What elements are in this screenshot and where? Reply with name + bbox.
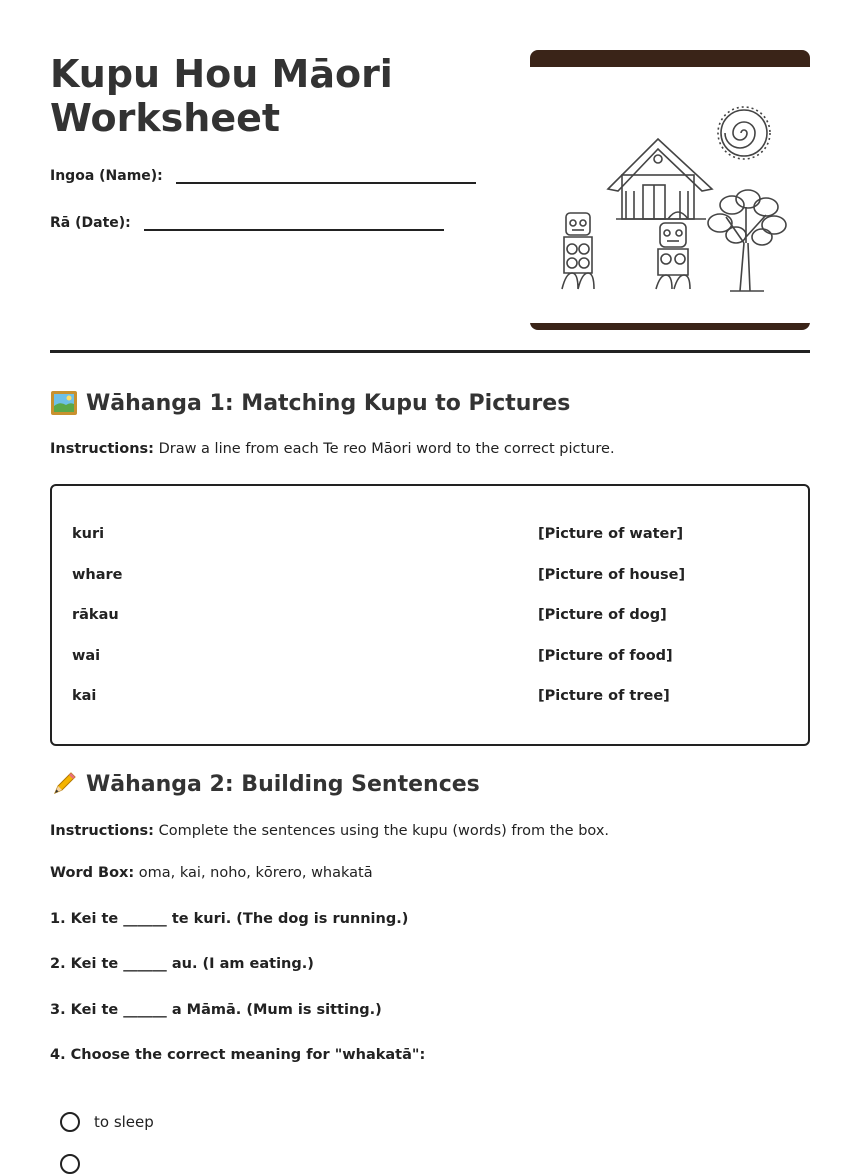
- name-label: Ingoa (Name):: [50, 168, 163, 184]
- match-picture[interactable]: [Picture of dog]: [538, 607, 667, 623]
- match-word[interactable]: kai: [72, 688, 97, 704]
- instructions-text: Draw a line from each Te reo Māori word to the correct picture.: [158, 441, 615, 457]
- section-2-title: [50, 770, 480, 798]
- match-word[interactable]: whare: [72, 567, 123, 583]
- instructions-text: Complete the sentences using the kupu (words) from the box.: [158, 823, 610, 839]
- worksheet-title: [50, 52, 470, 140]
- framed-picture-icon: [50, 389, 78, 417]
- tiki-left-icon: [562, 213, 594, 289]
- radio-button[interactable]: [60, 1154, 80, 1174]
- pencil-icon: [50, 770, 78, 798]
- section-1-instructions: [50, 441, 615, 457]
- illustration-paper: [530, 67, 810, 323]
- match-word[interactable]: kuri: [72, 526, 105, 542]
- section-1-title-text: Wāhanga 1: Matching Kupu to Pictures: [86, 390, 571, 416]
- match-row: [72, 526, 792, 550]
- radio-button[interactable]: [60, 1112, 80, 1132]
- question-2: 2. Kei te ______ au. (I am eating.): [50, 956, 314, 972]
- match-row: [72, 607, 792, 631]
- name-field: [50, 166, 476, 184]
- maori-illustration: [530, 50, 810, 330]
- koru-sun-icon: [718, 107, 770, 159]
- wharenui-icon: [608, 139, 712, 219]
- instructions-label: Instructions:: [50, 823, 154, 839]
- match-picture[interactable]: [Picture of house]: [538, 567, 686, 583]
- section-2-title-text: Wāhanga 2: Building Sentences: [86, 771, 480, 797]
- word-box: [50, 865, 373, 881]
- question-4: 4. Choose the correct meaning for "whakatā":: [50, 1047, 426, 1063]
- line-art-scene: [530, 67, 810, 323]
- section-2-instructions: [50, 823, 609, 839]
- section-1-title: [50, 389, 570, 417]
- match-row: [72, 567, 792, 591]
- word-box-label: Word Box:: [50, 865, 135, 881]
- date-blank-line[interactable]: [144, 213, 444, 231]
- word-box-words: oma, kai, noho, kōrero, whakatā: [138, 865, 373, 881]
- match-picture[interactable]: [Picture of tree]: [538, 688, 670, 704]
- question-1: 1. Kei te ______ te kuri. (The dog is running.): [50, 911, 409, 927]
- rakau-tree-icon: [708, 190, 786, 291]
- question-3: 3. Kei te ______ a Māmā. (Mum is sitting.): [50, 1002, 382, 1018]
- matching-box: [50, 484, 810, 746]
- date-label: Rā (Date):: [50, 215, 131, 231]
- match-row: [72, 648, 792, 672]
- match-row: [72, 688, 792, 712]
- match-word[interactable]: rākau: [72, 607, 119, 623]
- answer-option-partial[interactable]: [60, 1154, 80, 1174]
- title-line-2: Worksheet: [50, 96, 281, 140]
- answer-option-label: to sleep: [94, 1113, 154, 1131]
- header-divider: [50, 350, 810, 353]
- title-line-1: Kupu Hou Māori: [50, 52, 393, 96]
- instructions-label: Instructions:: [50, 441, 154, 457]
- tiki-middle-icon: [656, 223, 690, 289]
- match-picture[interactable]: [Picture of food]: [538, 648, 673, 664]
- answer-option[interactable]: [60, 1112, 154, 1132]
- match-word[interactable]: wai: [72, 648, 101, 664]
- date-field: [50, 213, 444, 231]
- match-picture[interactable]: [Picture of water]: [538, 526, 684, 542]
- name-blank-line[interactable]: [176, 166, 476, 184]
